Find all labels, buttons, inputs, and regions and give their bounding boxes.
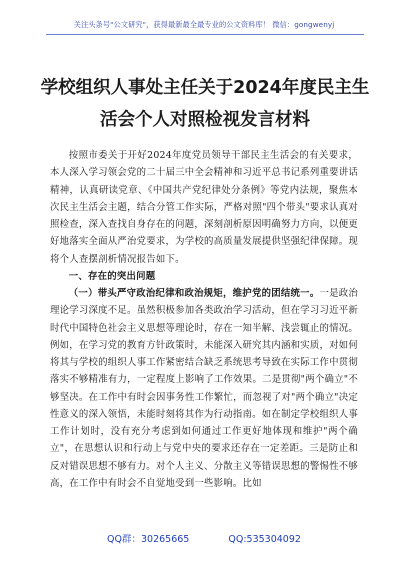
title-line-2: 活会个人对照检视发言材料 bbox=[100, 110, 310, 130]
footer-qq-group: QQ群：30265665 bbox=[107, 534, 190, 545]
header-banner: 关注头条号"公文研究"，获得最新最全最专业的公文资料库！ 微信：gongwenyj bbox=[73, 20, 335, 29]
footer-qq: QQ:535304092 bbox=[228, 534, 301, 545]
footer-contact bbox=[0, 531, 408, 545]
intro-paragraph: 按照市委关于开好2024年度党员领导干部民主生活会的有关要求，本人深入学习领会党的二十届三中全会精神和习近平总书记系列重要讲话精神，认真研读党章、《中国共产党纪律处分条例》等党内法规，聚焦本次民主生活会主题，结合分管工作实际，严格对照"四个带头"要求认真对照检查，深入查找自身存在的问题，深刻剖析原因明确努力方向，以便更好地落实全面从严治党要求，为学校的高质量发展提供坚强纪律保障。现将个人查摆剖析情况报告如下。 bbox=[50, 150, 359, 265]
item-1-text: 一是政治理论学习深度不足。虽然积极参加各类政治学习活动，但在学习习近平新时代中国特色社会主义思想等理论时，存在一知半解、浅尝辄止的情况。例如，在学习党的教育方针政策时，未能深入研究其内涵和实质，对如何将其与学校的组织人事工作紧密结合缺乏系统思考导致在实际工作中贯彻落实不够精准有力，一定程度上影响了工作效果。二是贯彻"两个确立"不够坚决。在工作中有时会因事务性工作繁忙，而忽视了对"两个确立"决定性意义的深入领悟，未能时刻将其作为行动指南。如在制定学校组织人事工作计划时，没有充分考虑到如何通过工作更好地体现和维护"两个确立"，在思想认识和行动上与党中央的要求还存在一定差距。三是防止和反对错误思想不够有力。对个人主义、分散主义等错误思想的警惕性不够高，在工作中有时会不自觉地受到一些影响。比如 bbox=[50, 288, 359, 489]
document-body bbox=[50, 147, 358, 492]
document-title bbox=[40, 72, 370, 136]
section-heading: 一、存在的突出问题 bbox=[68, 270, 156, 282]
item-1-lead: （一）带头严守政治纪律和政治规矩，维护党的团结统一。 bbox=[68, 288, 320, 299]
header-divider bbox=[46, 34, 364, 35]
title-line-1: 学校组织人事处主任关于2024年度民主生 bbox=[40, 78, 370, 98]
item-1-paragraph bbox=[50, 285, 358, 492]
